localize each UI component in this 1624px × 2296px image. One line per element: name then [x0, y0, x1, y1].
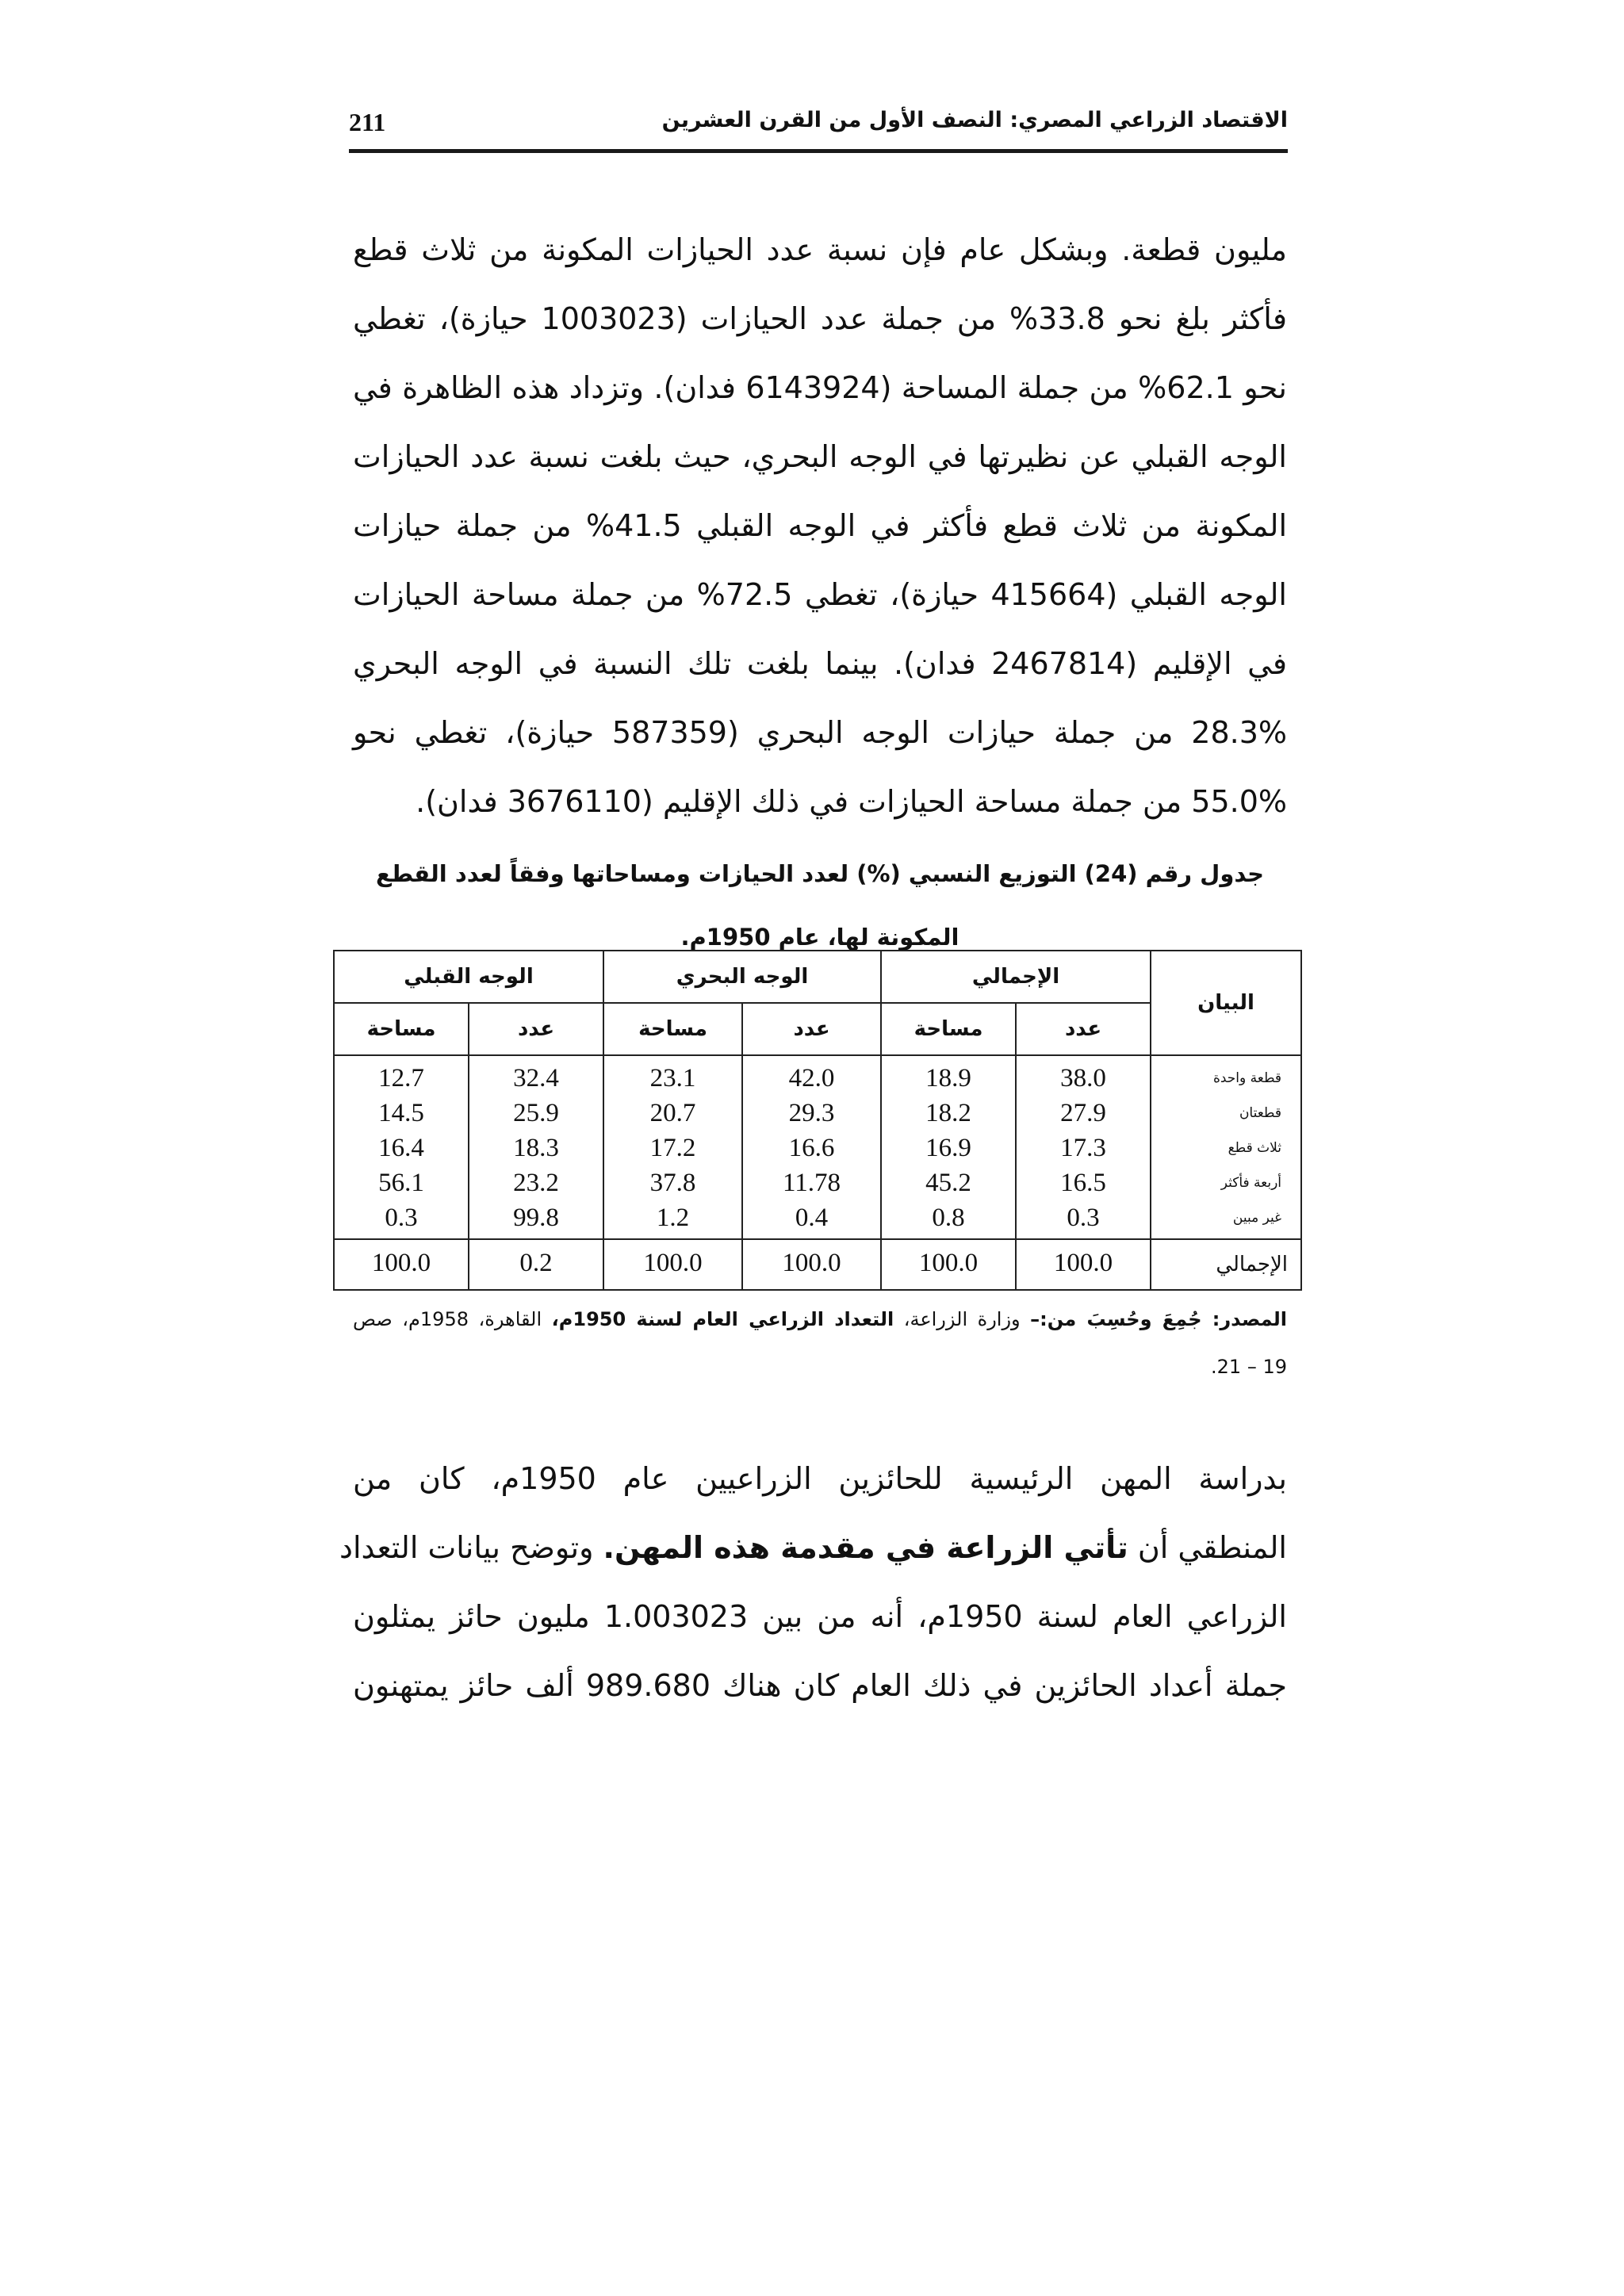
header-count: عدد	[469, 1003, 603, 1055]
text-segment: المنطقي أن	[1137, 1530, 1287, 1565]
table-source-note	[353, 1295, 1287, 1391]
cell-value: 56.1	[378, 1169, 424, 1197]
page-number: 211	[349, 108, 386, 136]
text-line: المكونة من ثلاث قطع فأكثر في الوجه القبلي 41.5% من جملة حيازات	[353, 508, 1288, 543]
header-count: عدد	[1016, 1003, 1151, 1055]
source-ministry: وزارة الزراعة،	[903, 1308, 1021, 1330]
total-area-cell	[881, 1055, 1016, 1239]
south-count-cell	[469, 1055, 603, 1239]
header-group-north: الوجه البحري	[603, 951, 881, 1003]
header-area: مساحة	[603, 1003, 742, 1055]
table-caption-line: المكونة لها، عام 1950م.	[680, 924, 959, 951]
text-line: الزراعي العام لسنة 1950م، أنه من بين 1.003023 مليون حائز يمثلون	[353, 1599, 1287, 1634]
cell-value: 29.3	[788, 1099, 835, 1127]
cell-value: 45.2	[925, 1169, 971, 1197]
row-label: قطعتان	[1239, 1105, 1282, 1121]
text-line: نحو 62.1% من جملة المساحة (6143924 فدان). وتزداد هذه الظاهرة في	[353, 370, 1288, 405]
north-count-cell	[742, 1055, 881, 1239]
row-label: قطعة واحدة	[1212, 1070, 1282, 1086]
total-count-total: 100.0	[1016, 1239, 1151, 1290]
body-paragraph-1	[353, 216, 1287, 836]
cell-value: 42.0	[788, 1064, 835, 1093]
cell-value: 0.8	[932, 1203, 965, 1232]
south-count-total: 0.2	[469, 1239, 603, 1290]
running-title: الاقتصاد الزراعي المصري: النصف الأول من القرن العشرين	[661, 108, 1288, 132]
source-line-1	[353, 1308, 1287, 1330]
text-line	[339, 1513, 1287, 1582]
cell-value: 25.9	[513, 1099, 559, 1127]
cell-value: 0.3	[385, 1203, 418, 1232]
cell-value: 20.7	[649, 1099, 696, 1127]
cell-value: 16.6	[788, 1134, 835, 1162]
cell-value: 12.7	[378, 1064, 424, 1093]
cell-value: 16.4	[378, 1134, 424, 1162]
header-group-south: الوجه القبلي	[334, 951, 603, 1003]
cell-value: 16.9	[925, 1134, 971, 1162]
cell-value: 23.1	[649, 1064, 696, 1093]
total-area-total: 100.0	[881, 1239, 1016, 1290]
cell-value: 0.3	[1067, 1203, 1100, 1232]
header-area: مساحة	[334, 1003, 469, 1055]
text-line: مليون قطعة. وبشكل عام فإن نسبة عدد الحيازات المكونة من ثلاث قطع	[353, 232, 1287, 267]
source-title: التعداد الزراعي العام لسنة 1950م،	[551, 1308, 894, 1330]
total-row-label: الإجمالي	[1151, 1239, 1301, 1290]
cell-value: 16.5	[1060, 1169, 1106, 1197]
north-area-total: 100.0	[603, 1239, 742, 1290]
south-area-total: 100.0	[334, 1239, 469, 1290]
cell-value: 27.9	[1060, 1099, 1106, 1127]
source-rest: القاهرة، 1958م، صص	[353, 1308, 542, 1330]
body-paragraph-2	[339, 1445, 1288, 1720]
cell-value: 14.5	[378, 1099, 424, 1127]
row-label: غير مبين	[1232, 1210, 1282, 1226]
cell-value: 37.8	[649, 1169, 696, 1197]
total-count-cell	[1016, 1055, 1151, 1239]
text-line: بدراسة المهن الرئيسية للحائزين الزراعيين عام 1950م، كان من	[353, 1461, 1288, 1496]
text-line: في الإقليم (2467814 فدان). بينما بلغت تلك النسبة في الوجه البحري	[353, 646, 1287, 681]
cell-value: 1.2	[656, 1203, 690, 1232]
page-header	[349, 101, 1288, 153]
header-item: البيان	[1151, 951, 1301, 1055]
cell-value: 17.2	[649, 1134, 696, 1162]
north-count-total: 100.0	[742, 1239, 881, 1290]
cell-value: 18.3	[513, 1134, 559, 1162]
table-caption-line: جدول رقم (24) التوزيع النسبي (%) لعدد الحيازات ومساحاتها وفقاً لعدد القطع	[375, 860, 1264, 887]
header-group-total: الإجمالي	[881, 951, 1151, 1003]
text-line: 55.0% من جملة مساحة الحيازات في ذلك الإقليم (3676110 فدان).	[416, 784, 1287, 819]
header-count: عدد	[742, 1003, 881, 1055]
cell-value: 38.0	[1060, 1064, 1106, 1093]
south-area-cell	[334, 1055, 469, 1239]
source-pages: 19 – 21.	[1211, 1356, 1287, 1378]
bold-phrase: تأتي الزراعة في مقدمة هذه المهن.	[603, 1530, 1128, 1565]
cell-value: 18.2	[925, 1099, 971, 1127]
table-total-row	[334, 1239, 1301, 1290]
text-segment: وتوضح بيانات التعداد	[339, 1530, 594, 1565]
row-label: أربعة فأكثر	[1220, 1175, 1282, 1191]
row-labels-cell	[1151, 1055, 1301, 1239]
cell-value: 11.78	[783, 1169, 841, 1197]
cell-value: 18.9	[925, 1064, 971, 1093]
north-area-cell	[603, 1055, 742, 1239]
cell-value: 23.2	[513, 1169, 559, 1197]
cell-value: 99.8	[513, 1203, 559, 1232]
row-label: ثلاث قطع	[1228, 1140, 1282, 1156]
header-area: مساحة	[881, 1003, 1016, 1055]
source-label: المصدر: جُمِعَ وحُسِبَ من:–	[1030, 1308, 1287, 1330]
cell-value: 17.3	[1060, 1134, 1106, 1162]
table-body-row	[334, 1055, 1301, 1239]
distribution-table	[333, 950, 1302, 1291]
text-line: الوجه القبلي عن نظيرتها في الوجه البحري، حيث بلغت نسبة عدد الحيازات	[353, 439, 1287, 474]
cell-value: 32.4	[513, 1064, 559, 1093]
text-line: جملة أعداد الحائزين في ذلك العام كان هناك 989.680 ألف حائز يمتهنون	[353, 1668, 1287, 1703]
text-line: فأكثر بلغ نحو 33.8% من جملة عدد الحيازات (1003023 حيازة)، تغطي	[353, 301, 1287, 336]
cell-value: 0.4	[795, 1203, 829, 1232]
text-line: الوجه القبلي (415664 حيازة)، تغطي 72.5% من جملة مساحة الحيازات	[353, 577, 1287, 612]
text-line: 28.3% من جملة حيازات الوجه البحري (587359 حيازة)، تغطي نحو	[353, 715, 1287, 750]
